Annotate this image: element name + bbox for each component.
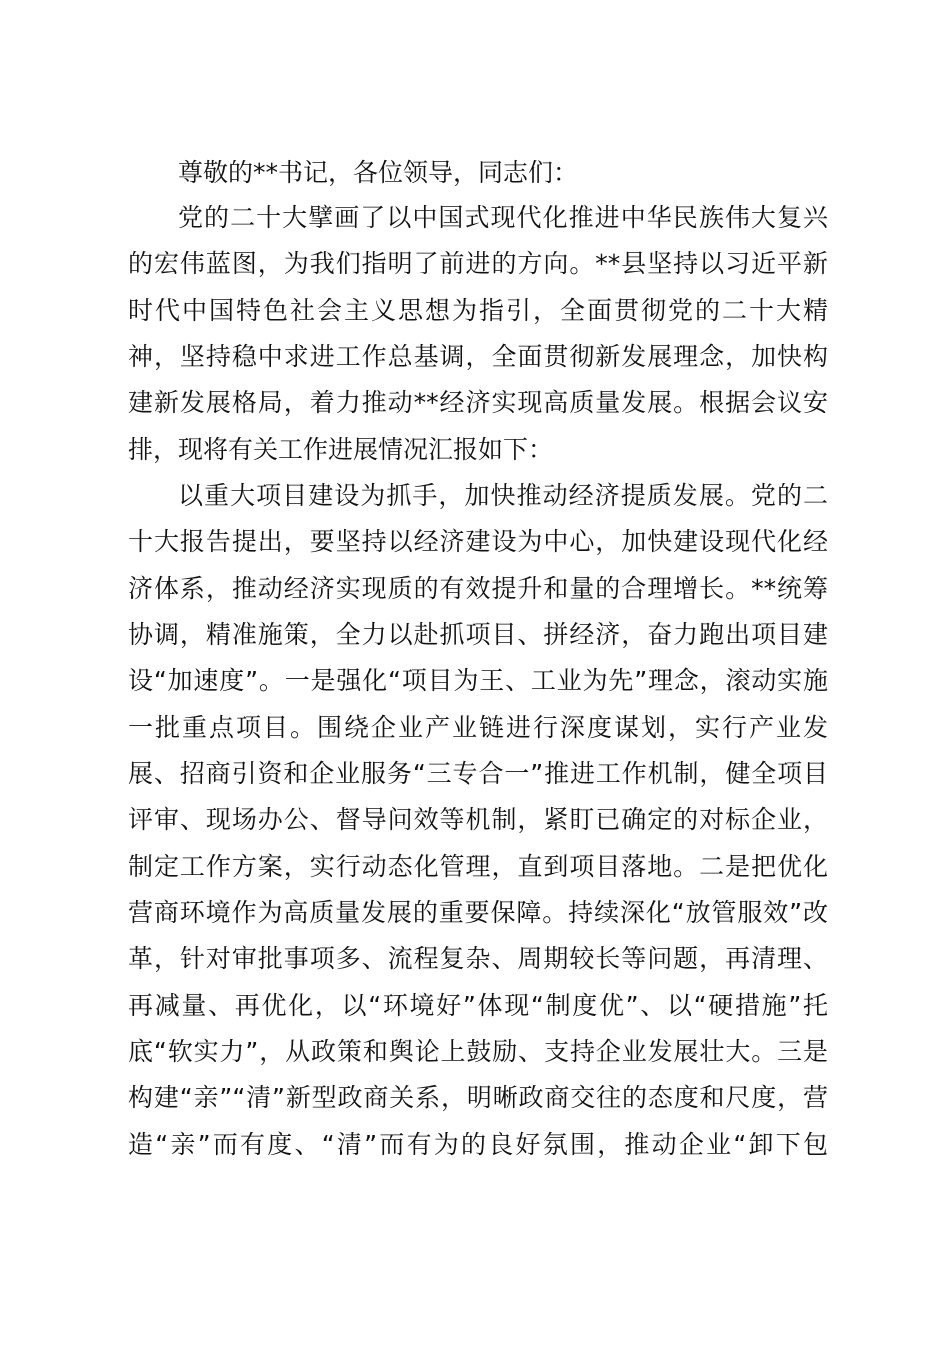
- paragraph-2-line-4: 协调，精准施策，全力以赴抓项目、拼经济，奋力跑出项目建: [128, 620, 828, 649]
- paragraph-2-line-10: 营商环境作为高质量发展的重要保障。持续深化“放管服效”改: [128, 898, 828, 927]
- paragraph-2-line-3: 济体系，推动经济实现质的有效提升和量的合理增长。**统筹: [128, 574, 828, 603]
- paragraph-2-line-6: 一批重点项目。围绕企业产业链进行深度谋划，实行产业发: [128, 713, 828, 742]
- paragraph-1-line-3: 时代中国特色社会主义思想为指引，全面贯彻党的二十大精: [128, 296, 828, 325]
- paragraph-1-line-2: 的宏伟蓝图，为我们指明了前进的方向。**县坚持以习近平新: [128, 249, 828, 278]
- paragraph-2-line-11: 革，针对审批事项多、流程复杂、周期较长等问题，再清理、: [128, 944, 828, 973]
- paragraph-2-line-8: 评审、现场办公、督导问效等机制，紧盯已确定的对标企业，: [128, 805, 828, 834]
- paragraph-2-line-7: 展、招商引资和企业服务“三专合一”推进工作机制，健全项目: [128, 759, 828, 788]
- paragraph-2-line-13: 底“软实力”，从政策和舆论上鼓励、支持企业发展壮大。三是: [128, 1037, 828, 1066]
- paragraph-1-line-6: 排，现将有关工作进展情况汇报如下：: [128, 435, 554, 464]
- paragraph-2-line-15: 造“亲”而有度、“清”而有为的良好氛围，推动企业“卸下包: [128, 1130, 828, 1159]
- paragraph-2-line-9: 制定工作方案，实行动态化管理，直到项目落地。二是把优化: [128, 852, 828, 881]
- paragraph-1-line-4: 神，坚持稳中求进工作总基调，全面贯彻新发展理念，加快构: [128, 342, 828, 371]
- paragraph-2-line-14: 构建“亲”“清”新型政商关系，明晰政商交往的态度和尺度，营: [128, 1083, 828, 1112]
- paragraph-2-line-2: 十大报告提出，要坚持以经济建设为中心，加快建设现代化经: [128, 527, 828, 556]
- paragraph-2-line-5: 设“加速度”。一是强化“项目为王、工业为先”理念，滚动实施: [128, 666, 828, 695]
- paragraph-1-line-5: 建新发展格局，着力推动**经济实现高质量发展。根据会议安: [128, 388, 828, 417]
- salutation-line: 尊敬的**书记，各位领导，同志们：: [178, 158, 579, 187]
- paragraph-2-line-12: 再减量、再优化，以“环境好”体现“制度优”、以“硬措施”托: [128, 991, 828, 1020]
- paragraph-2-line-1: 以重大项目建设为抓手，加快推动经济提质发展。党的二: [178, 481, 828, 510]
- paragraph-1-line-1: 党的二十大擘画了以中国式现代化推进中华民族伟大复兴: [178, 203, 828, 232]
